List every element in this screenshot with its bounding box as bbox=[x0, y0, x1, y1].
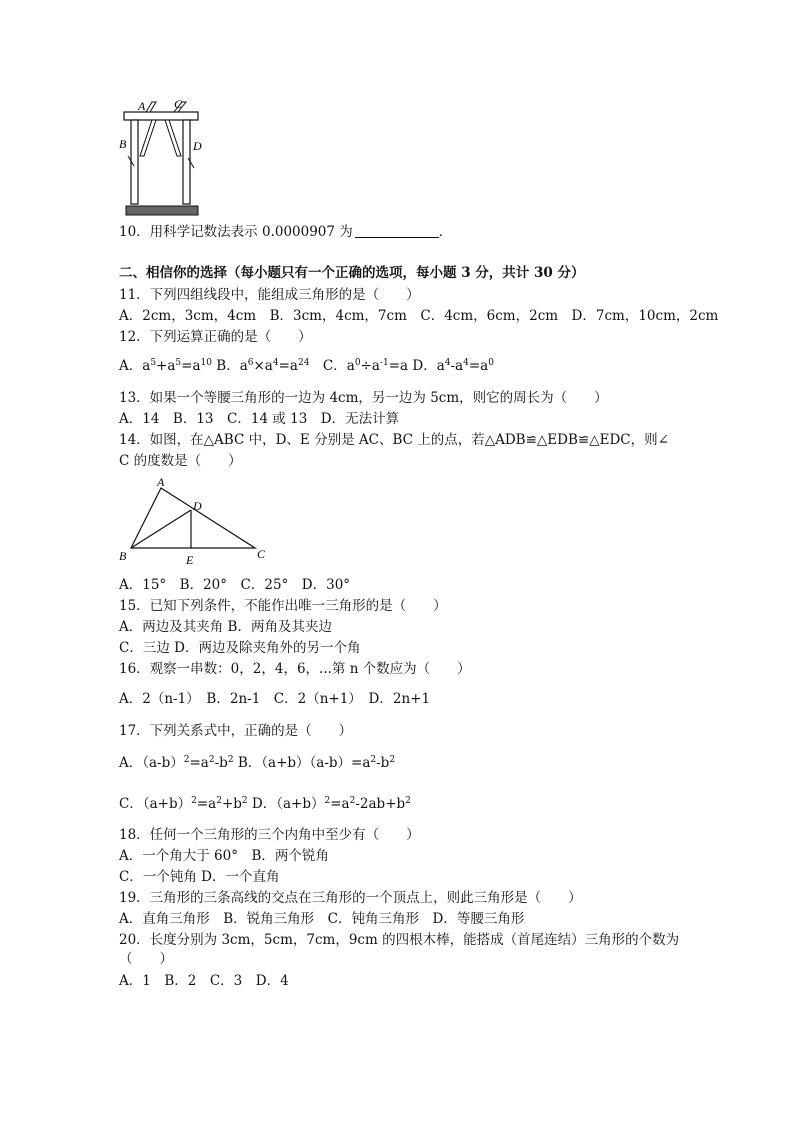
question-20-stem-line1: 20．长度分别为 3cm，5cm，7cm，9cm 的四根木棒，能搭成（首尾连结）三角形的个数为 bbox=[119, 932, 680, 948]
q12-d: D．a bbox=[408, 358, 445, 374]
q12-d-eq: =a bbox=[468, 358, 489, 374]
q12-c-exp1: 0 bbox=[354, 358, 361, 368]
q12-c-mid: ÷a bbox=[360, 358, 380, 374]
question-19-stem: 19．三角形的三条高线的交点在三角形的一个顶点上，则此三角形是（ ） bbox=[119, 890, 582, 906]
question-11-options: A．2cm，3cm，4cm B．3cm，4cm，7cm C．4cm，6cm，2cm D．7cm，10cm，2cm bbox=[119, 308, 719, 324]
triangle-label-d: D bbox=[193, 499, 202, 513]
q17-b-e1: 2 bbox=[370, 755, 377, 765]
door-frame-figure bbox=[118, 96, 208, 221]
q17-d3: -2ab+b bbox=[355, 796, 406, 812]
question-20-options: A．1 B．2 C．3 D．4 bbox=[119, 973, 289, 989]
q12-b-mid: ×a bbox=[253, 358, 273, 374]
question-18-options-2: C．一个钝角 D．一个直角 bbox=[119, 869, 280, 885]
question-16-stem: 16．观察一串数：0，2，4，6，...第 n 个数应为（ ） bbox=[119, 661, 471, 677]
question-18-stem: 18．任何一个三角形的三个内角中至少有（ ） bbox=[119, 827, 420, 843]
triangle-label-b: B bbox=[119, 549, 127, 563]
question-11-stem: 11．下列四组线段中，能组成三角形的是（ ） bbox=[119, 287, 420, 303]
q17-a-e2: 2 bbox=[208, 755, 215, 765]
q17-d2: =a bbox=[330, 796, 350, 812]
triangle-label-e: E bbox=[186, 553, 194, 567]
q12-a-eq: =a bbox=[181, 358, 201, 374]
question-10 bbox=[119, 223, 452, 241]
question-12-stem: 12．下列运算正确的是（ ） bbox=[119, 329, 312, 345]
q12-b: B．a bbox=[211, 358, 248, 374]
q12-b-exp1: 6 bbox=[247, 358, 254, 368]
question-17-options-cd bbox=[119, 795, 411, 813]
question-15-stem: 15．已知下列条件，不能作出唯一三角形的是（ ） bbox=[119, 598, 447, 614]
q17-d-e3: 2 bbox=[405, 796, 411, 806]
triangle-label-a: A bbox=[157, 476, 165, 489]
question-16-options: A．2（n-1） B．2n-1 C．2（n+1） D．2n+1 bbox=[119, 691, 431, 707]
q12-c-eq: =a bbox=[388, 358, 409, 374]
q12-d-exp3: 0 bbox=[488, 358, 494, 368]
q17-a3: -b bbox=[214, 755, 228, 771]
q17-a-e3: 2 bbox=[227, 755, 234, 765]
q17-a: A．（a-b） bbox=[119, 755, 184, 771]
q17-c-e2: 2 bbox=[216, 796, 222, 806]
q12-a-exp3: 10 bbox=[200, 358, 212, 368]
q17-d-e1: 2 bbox=[324, 796, 331, 806]
question-14-stem-line2: C 的度数是（ ） bbox=[119, 453, 242, 469]
question-17-options-ab bbox=[119, 754, 395, 772]
question-15-options-1: A．两边及其夹角 B．两角及其夹边 bbox=[119, 619, 332, 635]
q12-a-mid: +a bbox=[156, 358, 176, 374]
q12-d-exp1: 4 bbox=[444, 358, 451, 368]
q17-c-e3: 2 bbox=[241, 796, 248, 806]
q17-a-e1: 2 bbox=[183, 755, 190, 765]
figure1-label-b: B bbox=[119, 137, 127, 151]
triangle-label-c: C bbox=[257, 547, 266, 561]
question-10-text: 10．用科学记数法表示 0.0000907 为 bbox=[119, 224, 353, 240]
q17-d-e2: 2 bbox=[349, 796, 356, 806]
q12-b-exp2: 4 bbox=[272, 358, 279, 368]
q12-d-exp2: 4 bbox=[463, 358, 469, 368]
question-13-stem: 13．如果一个等腰三角形的一边为 4cm，另一边为 5cm，则它的周长为（ ） bbox=[119, 390, 608, 406]
q17-b2: -b bbox=[376, 755, 390, 771]
question-20-stem-line2: （ ） bbox=[119, 951, 173, 967]
question-14-options: A．15° B．20° C．25° D．30° bbox=[119, 577, 351, 593]
q12-a: A．a bbox=[119, 358, 151, 374]
q12-b-eq: =a bbox=[278, 358, 298, 374]
section-2-heading: 二、相信你的选择（每小题只有一个正确的选项，每小题 3 分，共计 30 分） bbox=[119, 265, 585, 281]
q12-b-exp3: 24 bbox=[297, 358, 310, 368]
answer-blank[interactable] bbox=[355, 225, 439, 238]
figure1-label-c: C bbox=[174, 97, 183, 111]
triangle-figure bbox=[115, 476, 275, 568]
q17-c-e1: 2 bbox=[191, 796, 197, 806]
q12-a-exp1: 5 bbox=[150, 358, 157, 368]
question-13-options: A．14 B．13 C．14 或 13 D．无法计算 bbox=[119, 411, 400, 427]
q17-b: B．（a+b）（a-b）=a bbox=[233, 755, 371, 771]
question-18-options-1: A．一个角大于 60° B．两个锐角 bbox=[119, 848, 329, 864]
question-14-stem-line1: 14．如图，在△ABC 中，D、E 分别是 AC、BC 上的点，若△ADB≌△EDB≌△EDC，则∠ bbox=[119, 432, 669, 448]
question-10-end: ． bbox=[438, 224, 453, 240]
figure1-label-d: D bbox=[193, 139, 202, 153]
q12-d-mid: -a bbox=[450, 358, 464, 374]
question-19-options: A．直角三角形 B．锐角三角形 C．钝角三角形 D．等腰三角形 bbox=[119, 911, 525, 927]
q17-a2: =a bbox=[189, 755, 209, 771]
question-12-options bbox=[119, 357, 494, 375]
q12-a-exp2: 5 bbox=[175, 358, 182, 368]
q17-c3: +b bbox=[221, 796, 242, 812]
q17-d: D．（a+b） bbox=[247, 796, 325, 812]
q12-c-exp2: -1 bbox=[379, 358, 389, 368]
q17-b-e2: 2 bbox=[389, 755, 396, 765]
question-15-options-2: C．三边 D．两边及除夹角外的另一个角 bbox=[119, 640, 361, 656]
figure1-label-a: A bbox=[138, 99, 146, 113]
q12-c: C．a bbox=[309, 358, 355, 374]
q17-c: C．（a+b） bbox=[119, 796, 192, 812]
q17-c2: =a bbox=[196, 796, 217, 812]
question-17-stem: 17．下列关系式中，正确的是（ ） bbox=[119, 723, 353, 739]
